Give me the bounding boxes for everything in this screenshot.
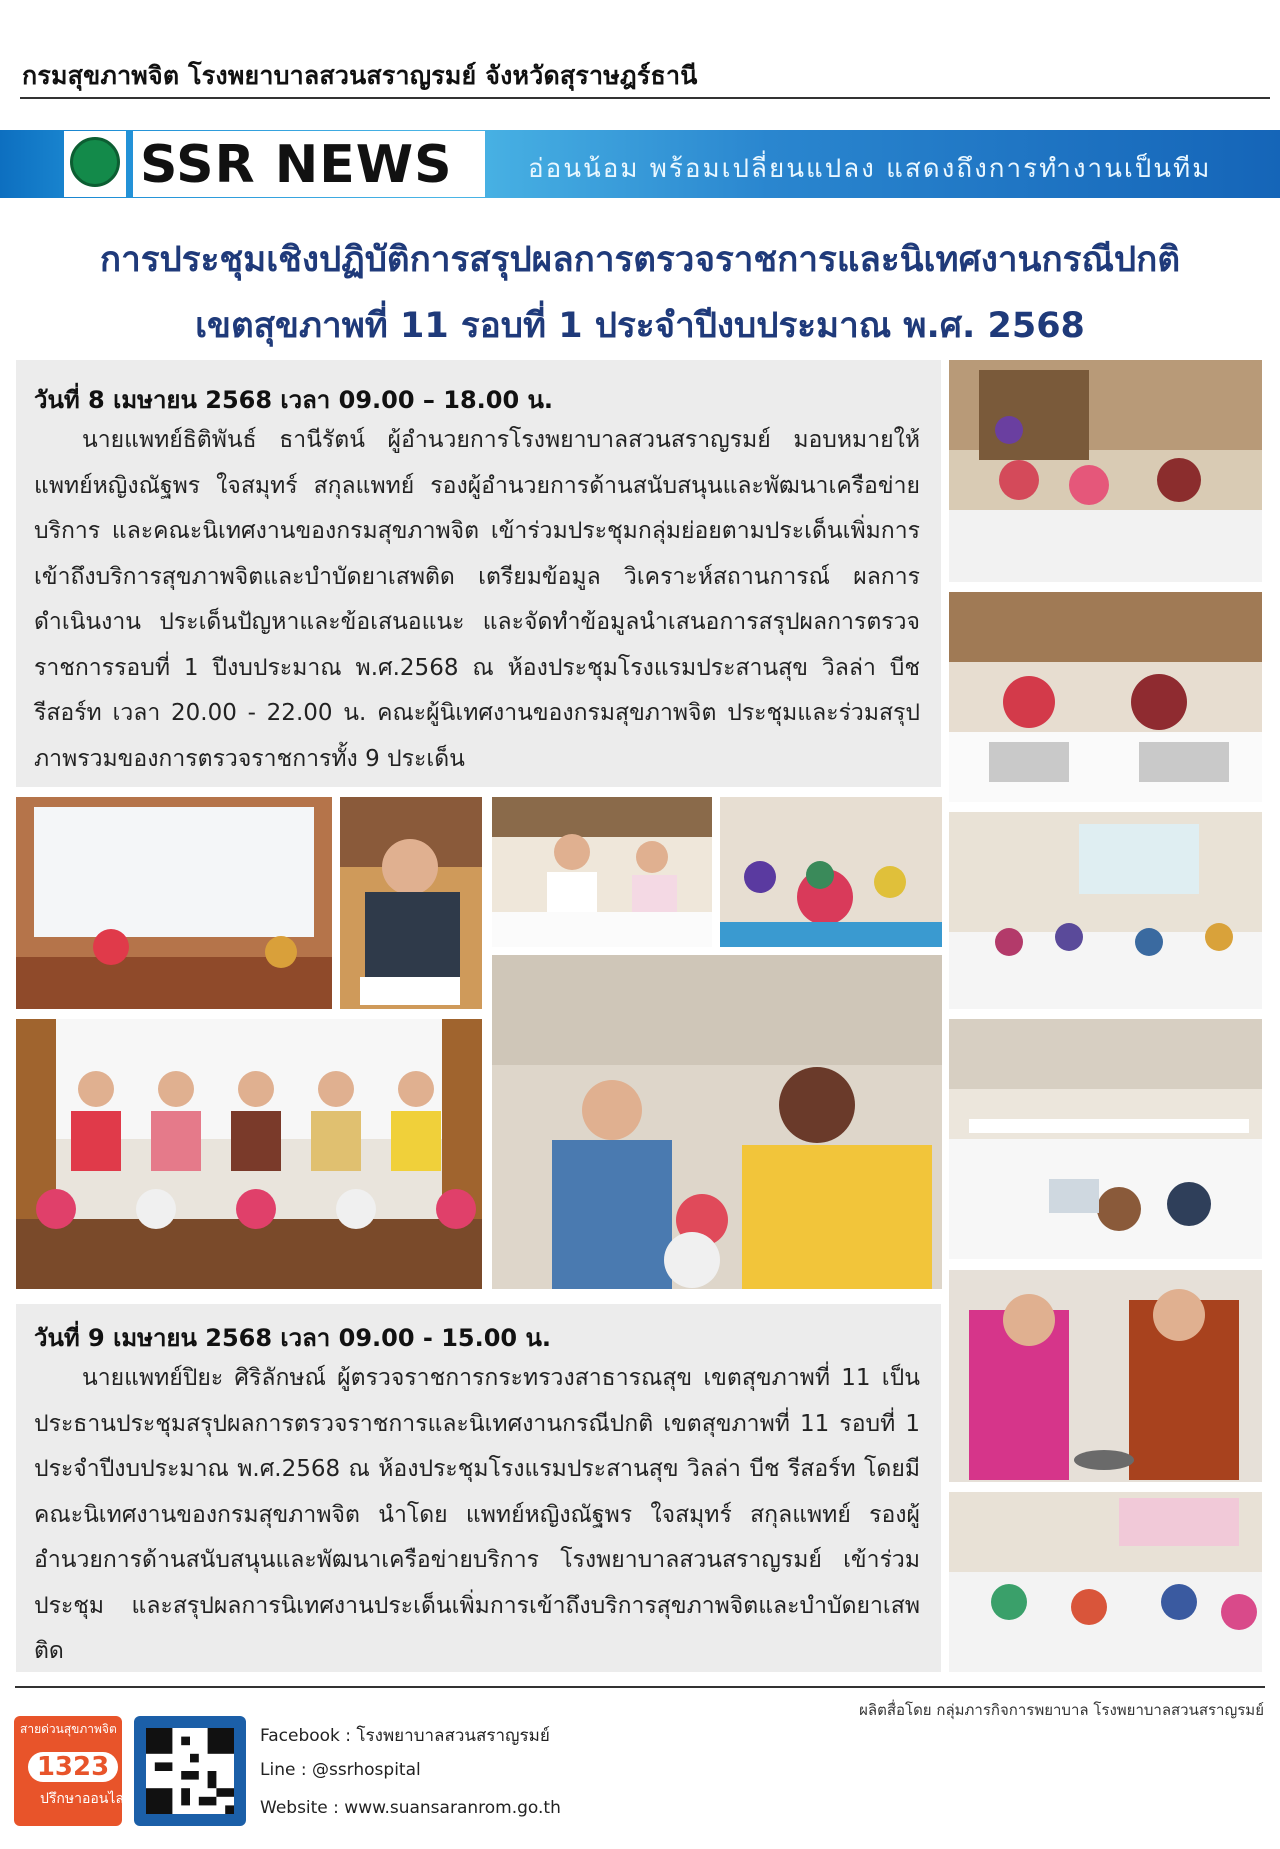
section-1-date: วันที่ 8 เมษายน 2568 เวลา 09.00 – 18.00 น. <box>34 386 554 414</box>
top-divider <box>20 97 1270 99</box>
website-link[interactable]: Website : www.suansaranrom.go.th <box>260 1798 561 1818</box>
organization-name: กรมสุขภาพจิต โรงพยาบาลสวนสราญรมย์ จังหวัดสุราษฎร์ธานี <box>22 61 698 90</box>
facebook-link[interactable]: Facebook : โรงพยาบาลสวนสราญรมย์ <box>260 1726 550 1746</box>
section-1-body: นายแพทย์ธิติพันธ์ ธานีรัตน์ ผู้อำนวยการโรงพยาบาลสวนสราญรมย์ มอบหมายให้แพทย์หญิงณัฐพร ใจสมุทร์ สกุลแพทย์ รองผู้อำนวยการด้านสนับสนุนและพัฒนาเครือข่ายบริการ และคณะนิเทศงานของกรมสุขภาพจิต เข้าร่วมประชุมกลุ่มย่อยตามประเด็นเพิ่มการเข้าถึงบริการสุขภาพจิตและบำบัดยาเสพติด เตรียมข้อมูล วิเคราะห์สถานการณ์ ผลการดำเนินงาน ประเด็นปัญหาและข้อเสนอแนะ และจัดทำข้อมูลนำเสนอการสรุปผลการตรวจราชการรอบที่ 1 ปีงบประมาณ พ.ศ.2568 ณ ห้องประชุมโรงแรมประสานสุข วิลล่า บีช รีสอร์ท เวลา 20.00 - 22.00 น. คณะผู้นิเทศงานของกรมสุขภาพจิต ประชุมและร่วมสรุปภาพรวมของการตรวจราชการทั้ง 9 ประเด็น <box>34 427 920 772</box>
hotline-label: สายด่วนสุขภาพจิต <box>20 1722 117 1736</box>
line-link[interactable]: Line : @ssrhospital <box>260 1760 421 1780</box>
dmh-logo-icon <box>70 137 120 187</box>
hotline-number: 1323 <box>28 1752 118 1782</box>
slogan: อ่อนน้อม พร้อมเปลี่ยนแปลง แสดงถึงการทำงานเป็นทีม <box>528 154 1212 184</box>
section-2-body: นายแพทย์ปิยะ ศิริลักษณ์ ผู้ตรวจราชการกระทรวงสาธารณสุข เขตสุขภาพที่ 11 เป็นประธานประชุมสรุปผลการตรวจราชการและนิเทศงานกรณีปกติ เขตสุขภาพที่ 11 รอบที่ 1 ประจำปีงบประมาณ พ.ศ.2568 ณ ห้องประชุมโรงแรมประสานสุข วิลล่า บีช รีสอร์ท โดยมีคณะนิเทศงานของกรมสุขภาพจิต นำโดย แพทย์หญิงณัฐพร ใจสมุทร์ สกุลแพทย์ รองผู้อำนวยการด้านสนับสนุนและพัฒนาเครือข่ายบริการ โรงพยาบาลสวนสราญรมย์ เข้าร่วมประชุม และสรุปผลการนิเทศงานประเด็นเพิ่มการเข้าถึงบริการสุขภาพจิตและบำบัดยาเสพติด <box>34 1365 920 1664</box>
headline-line-1: การประชุมเชิงปฏิบัติการสรุปผลการตรวจราชการและนิเทศงานกรณีปกติ <box>99 240 1181 280</box>
photo-meeting-table <box>949 360 1262 582</box>
qr-code-icon[interactable] <box>146 1728 234 1814</box>
producer-credit: ผลิตสื่อโดย กลุ่มภารกิจการพยาบาล โรงพยาบาลสวนสราญรมย์ <box>859 1701 1264 1719</box>
photo-speaker-closeup <box>340 797 482 1009</box>
bottom-divider <box>15 1686 1265 1688</box>
photo-executives-group <box>16 1019 482 1289</box>
brand-title: SSR NEWS <box>140 135 453 195</box>
hotline-sub-label: ปรึกษาออนไลน์ <box>40 1791 134 1807</box>
photo-panel-table <box>492 797 712 947</box>
photo-wide-meeting-hall <box>949 1019 1262 1259</box>
photo-water-blessing <box>949 1270 1262 1482</box>
photo-stage-presentation <box>16 797 332 1009</box>
section-2-date: วันที่ 9 เมษายน 2568 เวลา 09.00 - 15.00 น. <box>34 1324 552 1352</box>
photo-closing-session <box>949 1492 1262 1672</box>
photo-participants-laptops <box>949 592 1262 802</box>
headline-line-2: เขตสุขภาพที่ 11 รอบที่ 1 ประจำปีงบประมาณ พ.ศ. 2568 <box>195 306 1085 346</box>
photo-water-pouring-ceremony <box>492 955 942 1289</box>
photo-songkran-flowers <box>720 797 942 947</box>
photo-conference-room-screen <box>949 812 1262 1009</box>
